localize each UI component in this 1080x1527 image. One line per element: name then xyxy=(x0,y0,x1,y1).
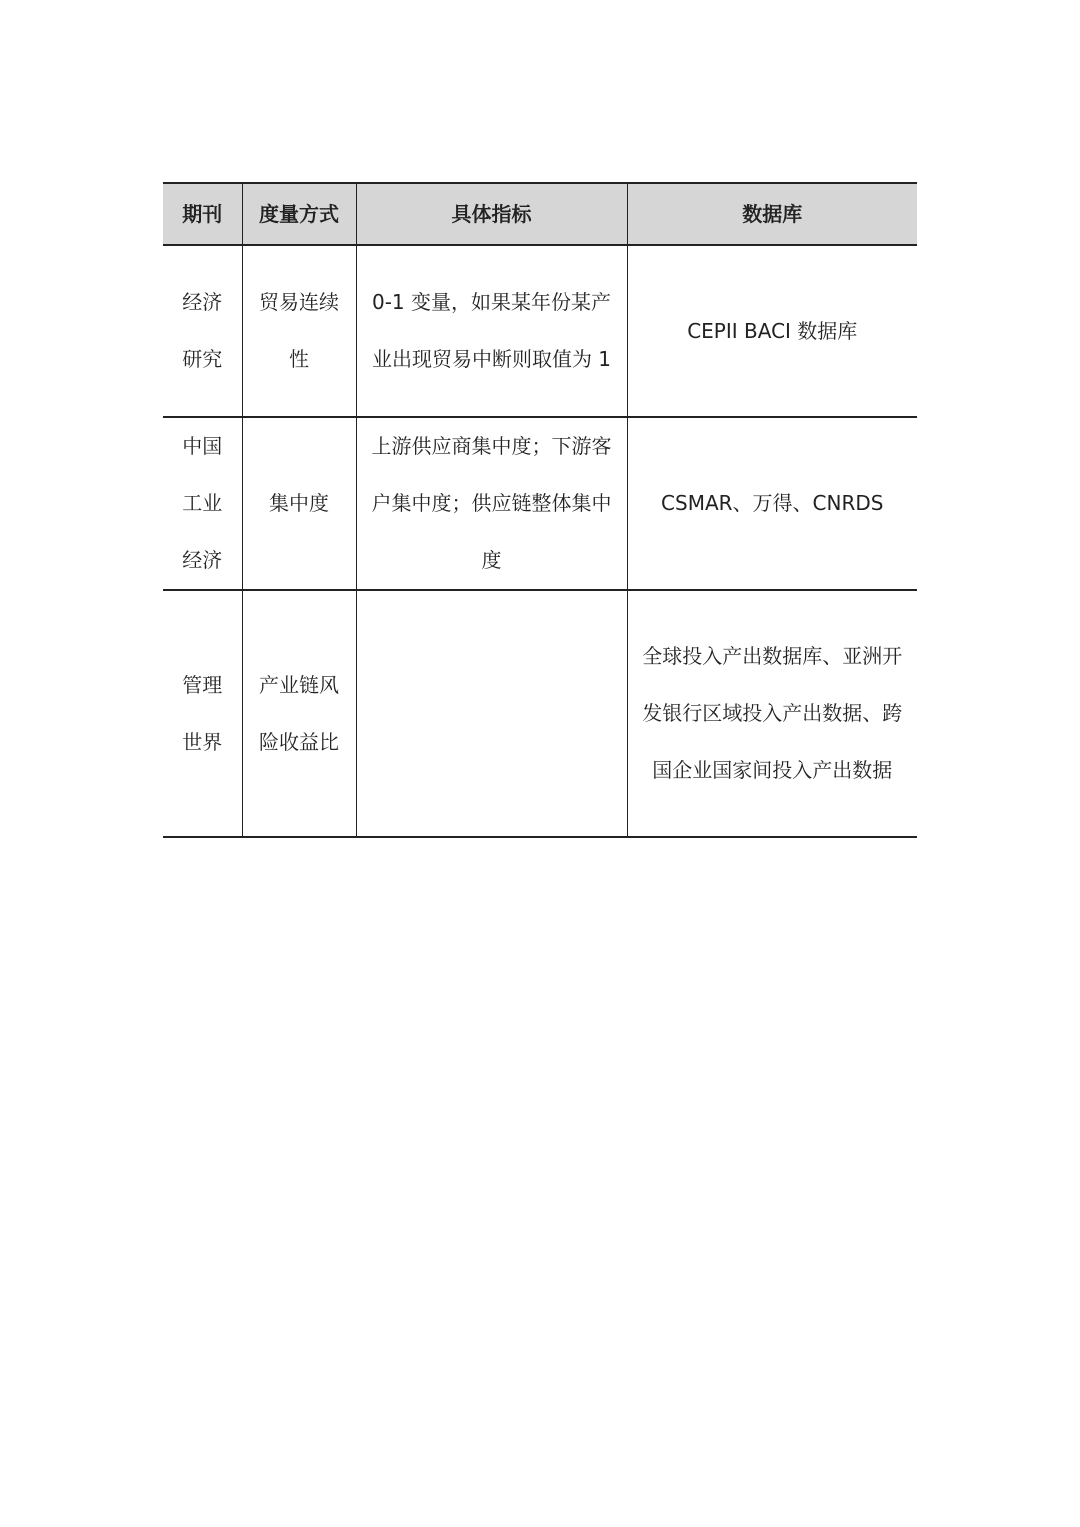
cell-database: CEPII BACI 数据库 xyxy=(627,245,917,417)
cell-database: 全球投入产出数据库、亚洲开发银行区域投入产出数据、跨国企业国家间投入产出数据 xyxy=(627,590,917,837)
cell-method: 集中度 xyxy=(242,417,356,590)
cell-method: 贸易连续性 xyxy=(242,245,356,417)
table-body xyxy=(163,245,917,837)
table-row xyxy=(163,417,917,590)
header-method: 度量方式 xyxy=(242,183,356,245)
table-row xyxy=(163,245,917,417)
research-comparison-table xyxy=(163,182,917,838)
cell-indicator: 0-1 变量，如果某年份某产业出现贸易中断则取值为 1 xyxy=(356,245,627,417)
cell-journal: 管理世界 xyxy=(163,590,242,837)
cell-database: CSMAR、万得、CNRDS xyxy=(627,417,917,590)
header-database: 数据库 xyxy=(627,183,917,245)
header-row xyxy=(163,183,917,245)
cell-journal: 中国工业经济 xyxy=(163,417,242,590)
header-indicator: 具体指标 xyxy=(356,183,627,245)
cell-indicator: 上游供应商集中度；下游客户集中度；供应链整体集中度 xyxy=(356,417,627,590)
table-row xyxy=(163,590,917,837)
cell-method: 产业链风险收益比 xyxy=(242,590,356,837)
cell-indicator xyxy=(356,590,627,837)
header-journal: 期刊 xyxy=(163,183,242,245)
table-header xyxy=(163,183,917,245)
cell-journal: 经济研究 xyxy=(163,245,242,417)
